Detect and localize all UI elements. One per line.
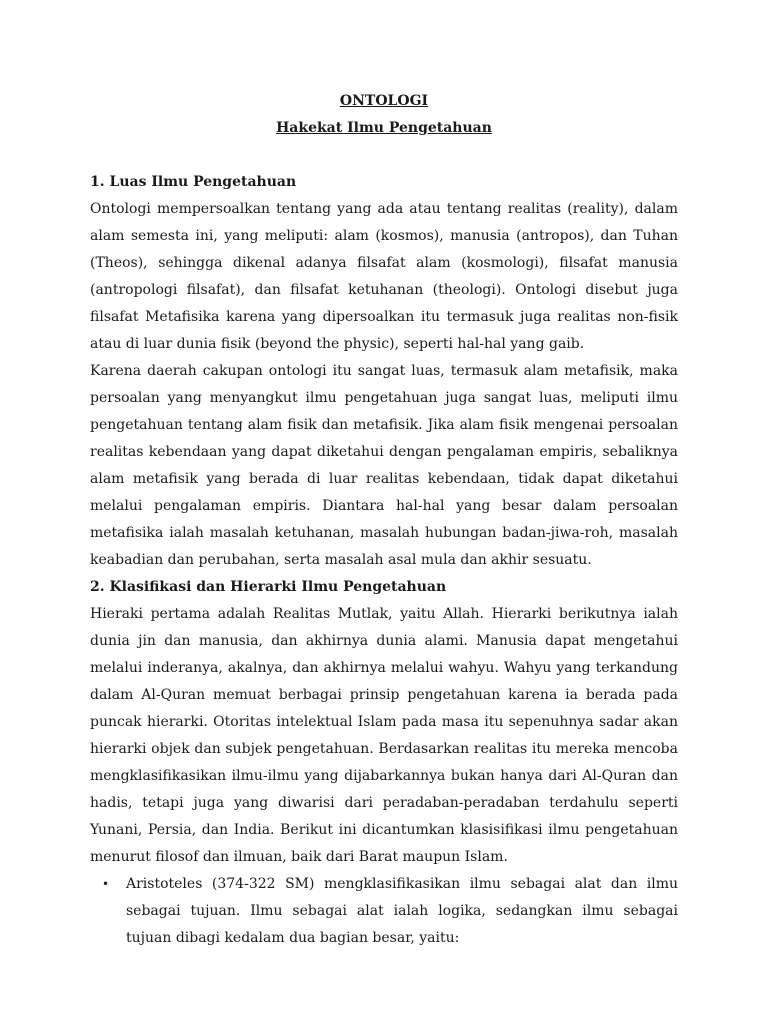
- list-item: [90, 871, 678, 952]
- blank-line: [90, 142, 678, 169]
- document-title: ONTOLOGI: [339, 93, 429, 109]
- section-2-paragraph-1: Hieraki pertama adalah Realitas Mutlak, yaitu Allah. Hierarki berikutnya ialah dunia jin dan manusia, dan akhirnya dunia alami. Manusia dapat mengetahui melalui inderanya, akalnya, dan akhirnya melalui wahyu. Wahyu yang terkandung dalam Al-Quran memuat berbagai prinsip pengetahuan karena ia berada pada puncak hierarki. Otoritas intelektual Islam pada masa itu sepenuhnya sadar akan hierarki objek dan subjek pengetahuan. Berdasarkan realitas itu mereka mencoba mengklasifikasikan ilmu-ilmu yang dijabarkannya bukan hanya dari Al-Quran dan hadis, tetapi juga yang diwarisi dari peradaban-peradaban terdahulu seperti Yunani, Persia, dan India. Berikut ini dicantumkan klasisifikasi ilmu pengetahuan menurut filosof dan ilmuan, baik dari Barat maupun Islam.: [90, 606, 678, 865]
- section-1-paragraph-2: Karena daerah cakupan ontologi itu sangat luas, termasuk alam metafisik, maka persoalan yang menyangkut ilmu pengetahuan juga sangat luas, meliputi ilmu pengetahuan tentang alam fisik dan metafisik. Jika alam fisik mengenai persoalan realitas kebendaan yang dapat diketahui dengan pengalaman empiris, sebaliknya alam metafisik yang berada di luar realitas kebendaan, tidak dapat diketahui melalui pengalaman empiris. Diantara hal-hal yang besar dalam persoalan metafisika ialah masalah ketuhanan, masalah hubungan badan-jiwa-roh, masalah keabadian dan perubahan, serta masalah asal mula dan akhir sesuatu.: [90, 363, 678, 568]
- document-page: [90, 88, 678, 952]
- section-1-paragraph-1: Ontologi mempersoalkan tentang yang ada atau tentang realitas (reality), dalam alam semesta ini, yang meliputi: alam (kosmos), manusia (antropos), dan Tuhan (Theos), sehingga dikenal adanya filsafat alam (kosmologi), filsafat manusia (antropologi filsafat), dan filsafat ketuhanan (theologi). Ontologi disebut juga filsafat Metafisika karena yang dipersoalkan itu termasuk juga realitas non-fisik atau di luar dunia fisik (beyond the physic), seperti hal-hal yang gaib.: [90, 201, 678, 352]
- bullet-list: [90, 871, 678, 952]
- document-subtitle: Hakekat Ilmu Pengetahuan: [276, 120, 492, 136]
- list-item-text: Aristoteles (374-322 SM) mengklasifikasikan ilmu sebagai alat dan ilmu sebagai tujuan. Ilmu sebagai alat ialah logika, sedangkan ilmu sebagai tujuan dibagi kedalam dua bagian besar, yaitu:: [126, 876, 678, 946]
- section-1-heading: 1. Luas Ilmu Pengetahuan: [90, 174, 297, 190]
- bullet-icon: •: [102, 877, 110, 891]
- section-2-heading: 2. Klasifikasi dan Hierarki Ilmu Pengetahuan: [90, 579, 447, 595]
